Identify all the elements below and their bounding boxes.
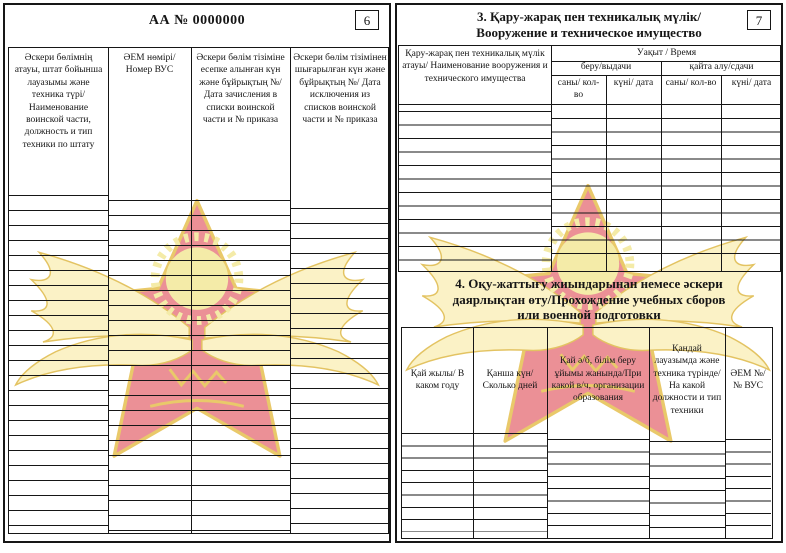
section4-title-line3: или военной подготовки	[517, 307, 661, 322]
table-row-lines	[551, 118, 606, 255]
section3-title-ru: Вооружение и техническое имущество	[476, 25, 702, 40]
table-row-lines	[290, 208, 390, 524]
page-number-box-left: 6	[355, 10, 379, 30]
table-row-lines	[725, 439, 771, 532]
table-row-lines	[191, 200, 290, 531]
page-number-box-right: 7	[747, 10, 771, 30]
vus-column-header: ӘЕМ №/ № ВУС	[730, 368, 766, 391]
table-row-lines	[108, 200, 191, 531]
section4-title	[397, 276, 781, 323]
enlist-date-column-header: Әскери бөлім тізіміне есепке алынған күн және бұйрықтың №/ Дата зачисления в списки воинской части и № приказа	[196, 53, 285, 126]
table-row-lines	[606, 118, 661, 255]
table-row-lines	[649, 441, 725, 532]
return-date-column-header: күні/ дата	[731, 78, 772, 88]
issue-group-header: беру/выдачи	[580, 62, 632, 72]
left-page	[3, 3, 391, 543]
section4-title-line1: 4. Оқу-жаттығу жиындарынан немесе әскери	[455, 276, 723, 291]
equipment-table	[398, 45, 781, 272]
time-group-header: Уақыт / Время	[636, 48, 697, 58]
table-row-lines	[721, 118, 782, 255]
section3-title	[397, 9, 781, 41]
table-row-lines	[399, 111, 551, 261]
days-column-header: Қанша күн/ Сколько дней	[482, 368, 538, 391]
military-unit-table	[8, 47, 389, 534]
table-row-lines	[9, 195, 108, 526]
header-divider	[551, 75, 780, 76]
issue-qty-column-header: саны/ кол-во	[557, 78, 600, 101]
document-number: АА № 0000000	[148, 13, 246, 28]
table-row-lines	[547, 439, 649, 532]
table-row-lines	[473, 433, 547, 532]
position-type-column-header: Қандай лауазымда және техника түрінде/ На какой должности и тип техники	[652, 343, 722, 416]
year-column-header: Қай жылы/ В каком году	[410, 368, 465, 391]
equipment-name-column-header: Қару-жарақ пен техникалық мүлік атауы/ Наименование вооружения и технического имущества	[402, 49, 548, 84]
table-row-lines	[402, 433, 473, 532]
unit-name-column-header: Әскери бөлімнің атауы, штат бойынша лауазымы және техника түрі/ Наименование воинской части, должность и тип техники по штату	[14, 53, 103, 150]
issue-date-column-header: күні/ дата	[613, 78, 654, 88]
section3-title-kk: 3. Қару-жарақ пен техникалық мүлік/	[476, 9, 702, 24]
vus-number-column-header: ӘЕМ нөмірі/ Номер ВУС	[123, 53, 176, 76]
return-group-header: қайта алу/сдачи	[689, 62, 754, 72]
discharge-date-column-header: Әскери бөлім тізімінен шығарылған күн және бұйрықтың №/ Дата исключения из списков воинской части и № приказа	[293, 53, 387, 126]
table-row-lines	[661, 118, 721, 255]
section4-title-line2: даярлықтан өту/Прохождение учебных сборов	[452, 291, 726, 307]
unit-org-column-header: Қай ә/б, білім беру ұйымы жанында/При какой в/ч, организации образования	[551, 356, 645, 404]
right-page	[395, 3, 783, 543]
return-qty-column-header: саны/ кол-во	[665, 78, 717, 88]
header-bottom-line	[399, 104, 780, 105]
training-table	[401, 327, 773, 539]
